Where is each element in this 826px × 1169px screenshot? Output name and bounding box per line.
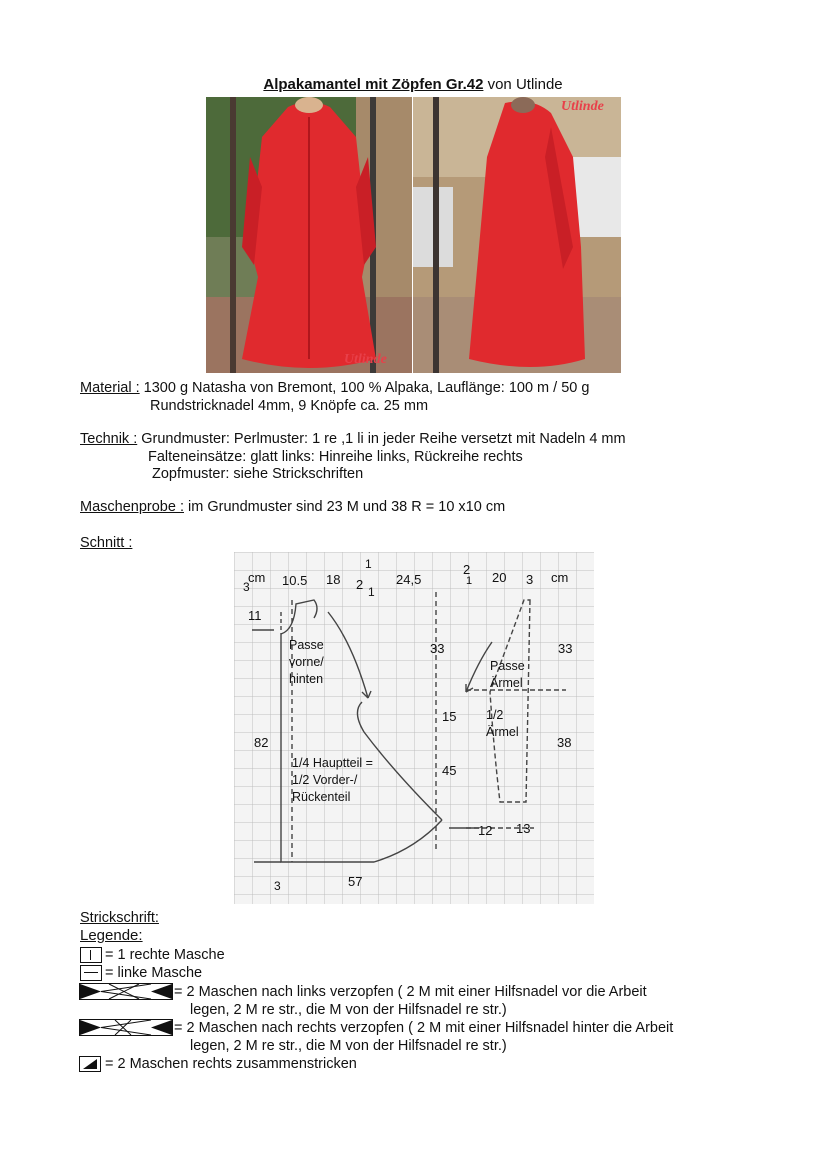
label-13: 13: [516, 821, 531, 836]
schnitt-label: Schnitt :: [80, 535, 133, 551]
material-line2: Rundstricknadel 4mm, 9 Knöpfe ca. 25 mm: [150, 398, 429, 414]
label-15: 15: [442, 709, 457, 724]
label-20: 20: [492, 570, 507, 585]
strickschrift-label: Strickschrift:: [80, 910, 159, 926]
label-1c: 1: [466, 575, 473, 587]
label-1b: 1: [368, 585, 375, 599]
watermark-right: Utlinde: [561, 99, 604, 114]
label-3c: 3: [274, 879, 281, 893]
label-82: 82: [254, 735, 269, 750]
label-10-5: 10.5: [282, 573, 308, 588]
technik-line1: Grundmuster: Perlmuster: 1 re ,1 li in jeder Reihe versetzt mit Nadeln 4 mm: [137, 431, 626, 447]
label-11: 11: [248, 608, 262, 623]
label-3b: 3: [526, 572, 534, 587]
legend-item-cable-right-cont: legen, 2 M re str., die M von der Hilfsnadel re str.): [190, 1038, 507, 1054]
label-half-armel: 1/2 Ärmel: [486, 708, 519, 739]
label-12: 12: [478, 823, 493, 838]
maschenprobe-row: [80, 498, 505, 516]
material-line1: 1300 g Natasha von Bremont, 100 % Alpaka, Lauflänge: 100 m / 50 g: [139, 380, 590, 396]
label-cm-right: cm: [551, 570, 569, 585]
legend-item-cable-right: = 2 Maschen nach rechts verzopfen ( 2 M mit einer Hilfsnadel hinter die Arbeit: [174, 1020, 674, 1036]
legend-item-k2tog: = 2 Maschen rechts zusammenstricken: [105, 1056, 357, 1072]
cable-left-symbol: [79, 983, 173, 1000]
label-3a: 3: [243, 580, 250, 594]
label-1a: 1: [365, 557, 372, 571]
label-24-5: 24,5: [396, 572, 422, 587]
legende-label: Legende:: [80, 927, 143, 944]
label-33a: 33: [430, 641, 445, 656]
technik-line3: Zopfmuster: siehe Strickschriften: [152, 466, 364, 482]
legend-item-right-stitch: = 1 rechte Masche: [105, 947, 225, 963]
material-row: [80, 379, 589, 397]
label-57: 57: [348, 874, 363, 889]
label-18: 18: [326, 572, 341, 587]
coat-front-photo: [206, 97, 412, 373]
technik-line2: Falteneinsätze: glatt links: Hinreihe links, Rückreihe rechts: [148, 449, 523, 465]
label-hauptteil: 1/4 Hauptteil = 1/2 Vorder-/ Rückenteil: [292, 756, 373, 804]
title-text: Alpakamantel mit Zöpfen Gr.42: [263, 76, 484, 93]
label-cm-left: cm: [248, 570, 266, 585]
watermark-left: Utlinde: [344, 352, 387, 367]
left-stitch-symbol: [80, 965, 102, 981]
legend-item-cable-left: = 2 Maschen nach links verzopfen ( 2 M mit einer Hilfsnadel vor die Arbeit: [174, 984, 647, 1000]
cable-right-symbol: [79, 1019, 173, 1036]
legend-item-left-stitch: = linke Masche: [105, 965, 203, 981]
maschenprobe-text: im Grundmuster sind 23 M und 38 R = 10 x10 cm: [183, 499, 506, 515]
author-text: von Utlinde: [483, 76, 563, 93]
page-title: [0, 76, 826, 93]
legend-item-cable-left-cont: legen, 2 M re str., die M von der Hilfsnadel re str.): [190, 1002, 507, 1018]
label-passe-vorne-hinten: Passe vorne/ hinten: [289, 638, 324, 686]
k2tog-symbol: [79, 1056, 101, 1072]
label-45: 45: [442, 763, 457, 778]
right-stitch-symbol: [80, 947, 102, 963]
technik-row: [80, 430, 626, 448]
coat-back-photo: [413, 97, 621, 373]
label-passe-armel: Passe Ärmel: [490, 659, 525, 690]
label-33b: 33: [558, 641, 573, 656]
technik-label: Technik :: [80, 431, 138, 447]
maschenprobe-label: Maschenprobe :: [80, 499, 184, 515]
label-38: 38: [557, 735, 572, 750]
material-label: Material :: [80, 380, 140, 396]
label-2a: 2: [356, 577, 364, 592]
pattern-diagram: [234, 552, 594, 904]
label-2b: 2: [463, 562, 471, 577]
